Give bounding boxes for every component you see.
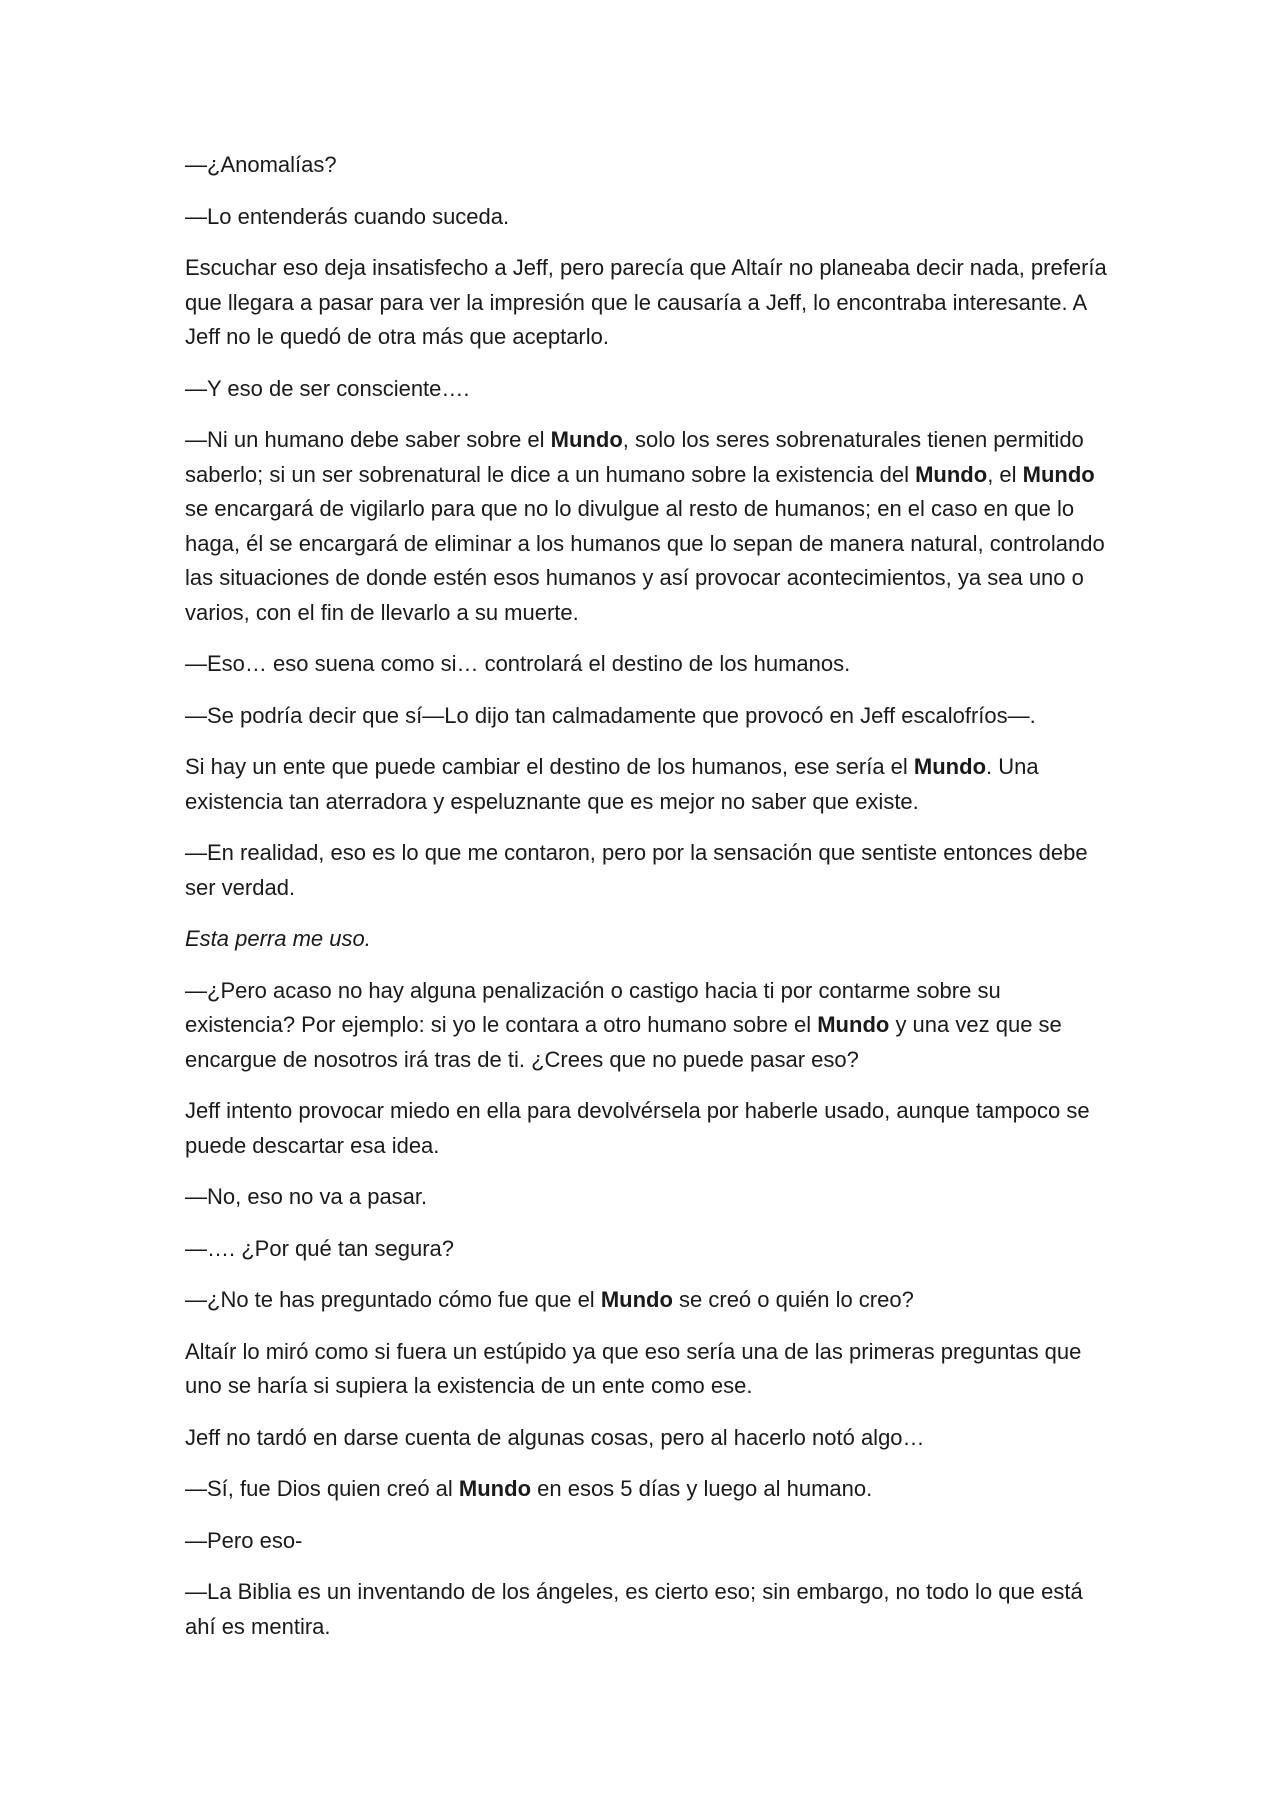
paragraph <box>185 750 1110 819</box>
text-run: —¿Pero acaso no hay alguna penalización o castigo hacia ti por contarme sobre su existencia? Por ejemplo: si yo le contara a otro humano sobre el <box>185 977 1001 1037</box>
text-run: , el <box>987 461 1023 487</box>
paragraph <box>185 699 1110 734</box>
text-run: —Ni un humano debe saber sobre el <box>185 427 551 452</box>
text-run: —Lo entenderás cuando suceda. <box>185 203 510 229</box>
italic-text: Esta perra me uso. <box>185 926 371 951</box>
paragraph <box>185 836 1110 905</box>
paragraph <box>185 423 1110 630</box>
text-run: y una vez que se encargue de nosotros irá tras de ti. ¿Crees que no puede pasar eso? <box>185 1012 1062 1072</box>
text-run: Escuchar eso deja insatisfecho a Jeff, pero parecía que Altaír no planeaba decir nada, prefería que llegara a pasar para ver la impresión que le causaría a Jeff, lo encontraba interesante. A Jeff no le quedó de otra más que aceptarlo. <box>185 255 1107 349</box>
paragraph <box>185 1232 1110 1267</box>
paragraph <box>185 1180 1110 1215</box>
text-run: Altaír lo miró como si fuera un estúpido ya que eso sería una de las primeras preguntas que uno se haría si supiera la existencia de un ente como ese. <box>185 1338 1082 1398</box>
text-run: —Y eso de ser consciente…. <box>185 375 470 401</box>
text-run: —Se podría decir que sí—Lo dijo tan calmadamente que provocó en Jeff escalofríos—. <box>185 702 1036 728</box>
paragraph <box>185 922 1110 957</box>
text-run: —Pero eso- <box>185 1527 303 1553</box>
paragraph <box>185 1472 1110 1507</box>
paragraph <box>185 200 1110 235</box>
text-run: se creó o quién lo creo? <box>672 1287 914 1312</box>
text-run: —…. ¿Por qué tan segura? <box>185 1235 455 1261</box>
paragraph <box>185 1094 1110 1163</box>
text-run: —La Biblia es un inventando de los ángeles, es cierto eso; sin embargo, no todo lo que está ahí es mentira. <box>185 1579 1083 1639</box>
text-run: en esos 5 días y luego al humano. <box>531 1476 873 1501</box>
paragraph <box>185 1575 1110 1644</box>
paragraph <box>185 974 1110 1078</box>
paragraph <box>185 1283 1110 1318</box>
text-run: —No, eso no va a pasar. <box>185 1184 428 1209</box>
paragraph <box>185 251 1110 355</box>
text-run: —¿Anomalías? <box>185 152 337 177</box>
paragraph <box>185 1335 1110 1404</box>
text-run: , solo los seres sobrenaturales tienen permitido saberlo; si un ser sobrenatural le dice a un humano sobre la existencia del <box>185 427 1084 487</box>
text-run: Si hay un ente que puede cambiar el destino de los humanos, ese sería el <box>185 754 914 779</box>
bold-text: Mundo <box>458 1476 532 1501</box>
bold-text: Mundo <box>550 427 623 452</box>
text-run: se encargará de vigilarlo para que no lo divulgue al resto de humanos; en el caso en que lo haga, él se encargará de eliminar a los humanos que lo sepan de manera natural, controlando las situaciones de donde estén esos humanos y así provocar acontecimientos, ya sea uno o varios, con el fin de llevarlo a su muerte. <box>185 496 1105 625</box>
bold-text: Mundo <box>913 754 987 779</box>
paragraph <box>185 647 1110 682</box>
text-run: —Eso… eso suena como si… controlará el destino de los humanos. <box>185 651 851 676</box>
bold-text: Mundo <box>817 1012 890 1037</box>
text-run: —En realidad, eso es lo que me contaron, pero por la sensación que sentiste entonces debe ser verdad. <box>185 840 1088 900</box>
paragraph <box>185 372 1110 407</box>
paragraph <box>185 1524 1110 1559</box>
bold-text: Mundo <box>915 461 988 487</box>
document-body <box>185 148 1110 1661</box>
bold-text: Mundo <box>1022 461 1095 487</box>
text-run: . Una existencia tan aterradora y espeluznante que es mejor no saber que existe. <box>185 754 1039 814</box>
bold-text: Mundo <box>600 1287 673 1312</box>
text-run: Jeff no tardó en darse cuenta de algunas cosas, pero al hacerlo notó algo… <box>185 1424 925 1450</box>
text-run: —Sí, fue Dios quien creó al <box>185 1476 459 1501</box>
paragraph <box>185 148 1110 183</box>
paragraph <box>185 1421 1110 1456</box>
text-run: Jeff intento provocar miedo en ella para devolvérsela por haberle usado, aunque tampoco se puede descartar esa idea. <box>185 1098 1090 1158</box>
text-run: —¿No te has preguntado cómo fue que el <box>185 1287 601 1312</box>
